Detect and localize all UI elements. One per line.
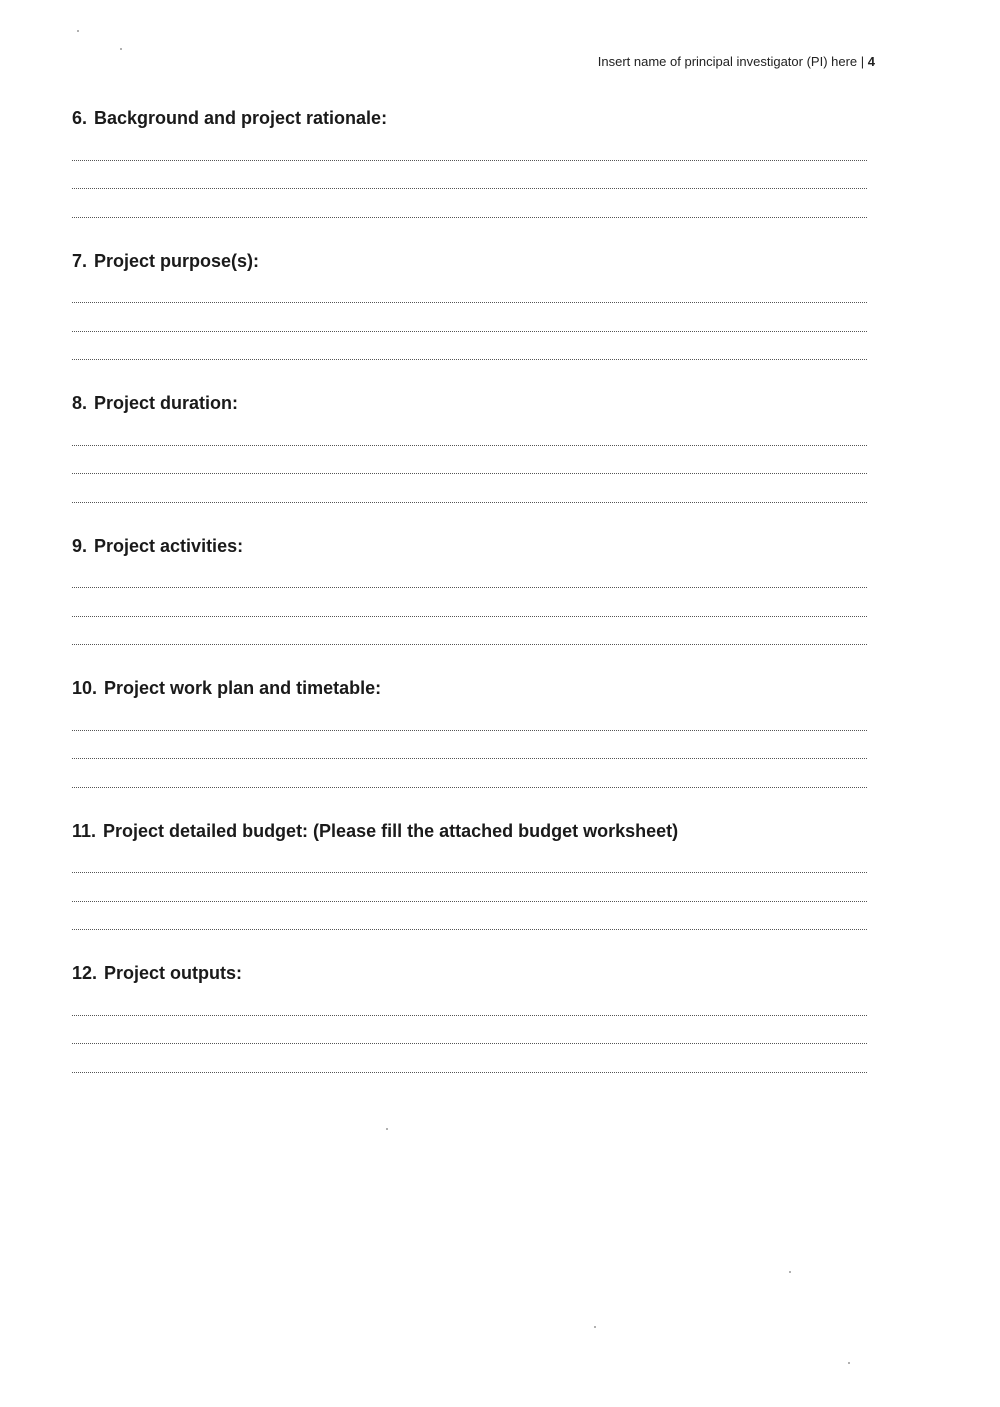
answer-line[interactable]: [72, 702, 867, 731]
answer-line[interactable]: [72, 446, 867, 475]
answer-line[interactable]: [72, 845, 867, 874]
section-title: Project outputs:: [104, 963, 243, 983]
section-heading: [72, 532, 867, 560]
section-number: 8.: [72, 393, 88, 413]
section-title: Background and project rationale:: [94, 108, 388, 128]
section-number: 7.: [72, 250, 88, 271]
page-number: 4: [867, 54, 875, 69]
section-project-activities: [72, 532, 867, 675]
answer-line[interactable]: [72, 417, 867, 446]
answer-line[interactable]: [72, 617, 867, 646]
section-title: Project duration:: [94, 393, 239, 413]
section-title: Project detailed budget: (Please fill the attached budget worksheet): [103, 820, 679, 841]
answer-line[interactable]: [72, 161, 867, 190]
section-project-purposes: [72, 247, 867, 390]
section-title: Project work plan and timetable:: [104, 678, 382, 698]
section-background-rationale: [72, 104, 867, 247]
section-heading: [72, 674, 867, 702]
answer-line[interactable]: [72, 588, 867, 617]
section-number: 6.: [72, 108, 88, 128]
header-pi-placeholder: Insert name of principal investigator (PI) here |: [597, 54, 868, 69]
section-heading: [72, 389, 867, 417]
answer-line[interactable]: [72, 987, 867, 1016]
scan-speck: [77, 30, 79, 32]
section-project-outputs: [72, 959, 867, 1102]
scan-speck: [789, 1271, 791, 1273]
section-heading: [72, 959, 867, 987]
answer-line[interactable]: [72, 902, 867, 931]
scan-speck: [120, 48, 122, 50]
answer-line[interactable]: [72, 1016, 867, 1045]
section-number: 9.: [72, 535, 88, 556]
answer-line[interactable]: [72, 303, 867, 332]
section-work-plan-timetable: [72, 674, 867, 817]
section-heading: [72, 247, 867, 275]
answer-line[interactable]: [72, 189, 867, 218]
answer-line[interactable]: [72, 873, 867, 902]
section-title: Project purpose(s):: [94, 250, 260, 271]
answer-line[interactable]: [72, 474, 867, 503]
answer-line[interactable]: [72, 275, 867, 304]
scan-speck: [594, 1326, 596, 1328]
section-heading: [72, 104, 867, 132]
scan-speck: [386, 1128, 388, 1130]
answer-line[interactable]: [72, 332, 867, 361]
section-heading: [72, 817, 867, 845]
section-number: 12.: [72, 963, 98, 983]
page-header: [598, 54, 875, 69]
section-number: 10.: [72, 678, 98, 698]
answer-line[interactable]: [72, 759, 867, 788]
section-number: 11.: [72, 820, 97, 841]
answer-line[interactable]: [72, 560, 867, 589]
scan-speck: [848, 1362, 850, 1364]
answer-line[interactable]: [72, 1044, 867, 1073]
section-detailed-budget: [72, 817, 867, 960]
section-project-duration: [72, 389, 867, 532]
answer-line[interactable]: [72, 731, 867, 760]
answer-line[interactable]: [72, 132, 867, 161]
form-sections: [72, 104, 867, 1102]
section-title: Project activities:: [94, 535, 244, 556]
